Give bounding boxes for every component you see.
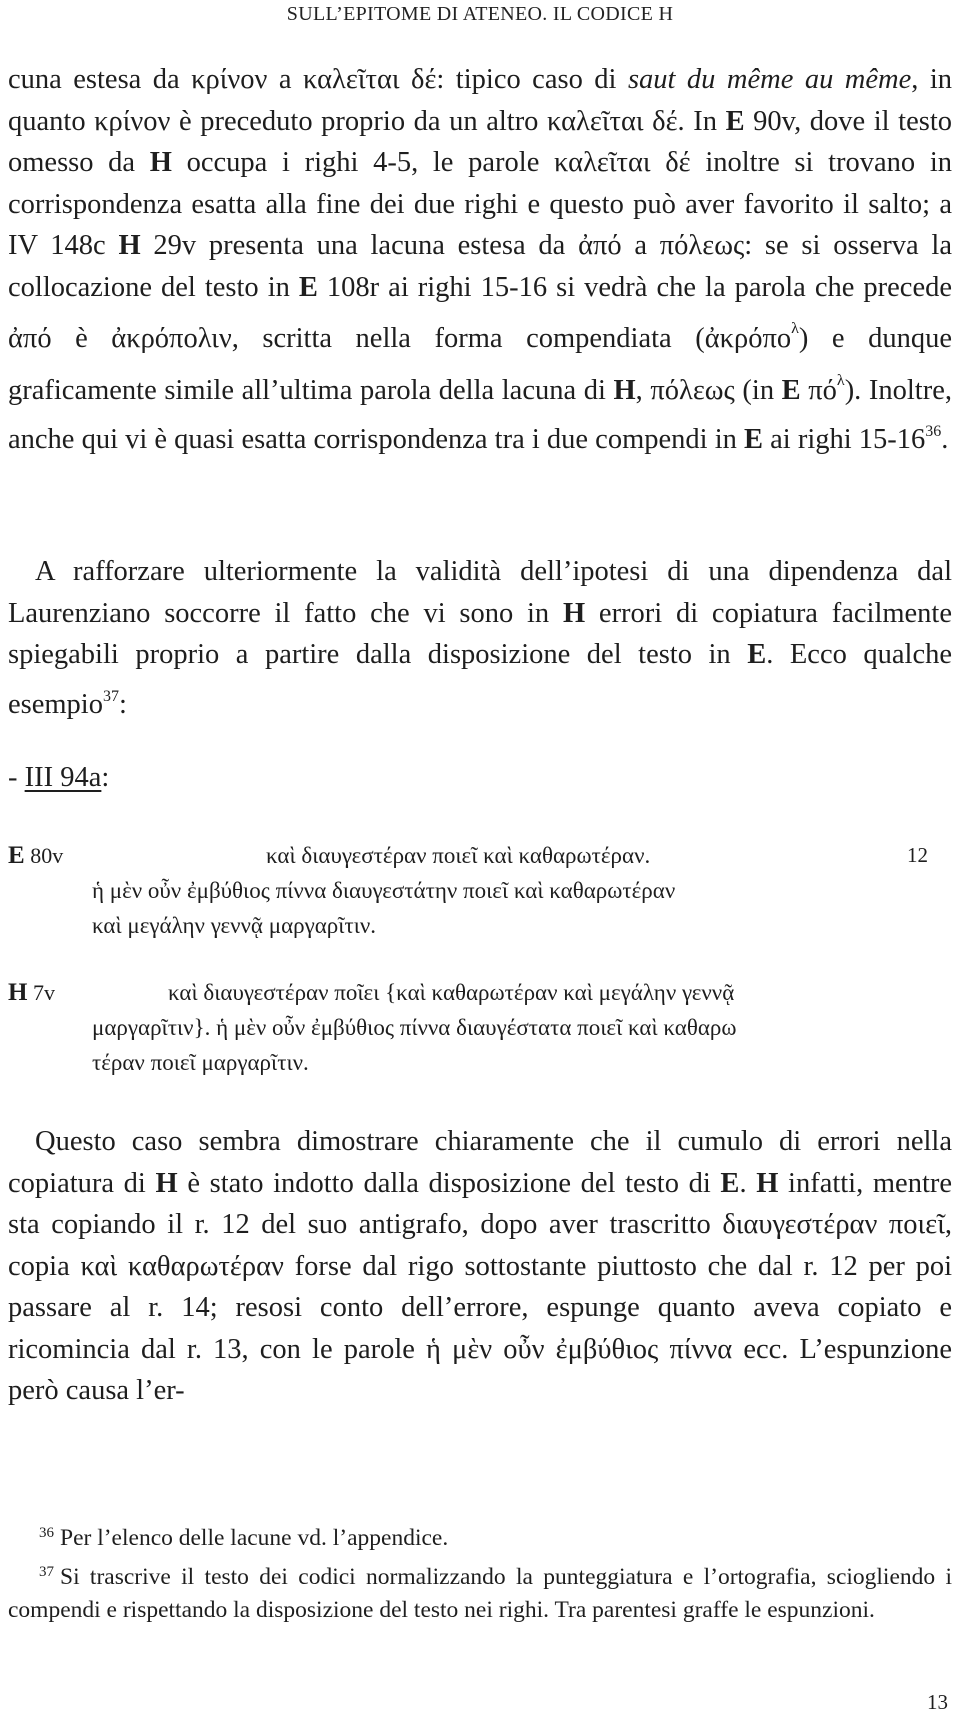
greek-line: τέραν ποιεῖ μαργαρῖτιν.	[92, 1050, 309, 1075]
codex-h-transcription	[8, 975, 952, 1080]
siglum-e: E	[781, 374, 801, 406]
codex-line	[8, 975, 952, 1010]
siglum-h: H	[613, 374, 636, 406]
siglum-e: E	[747, 639, 767, 670]
paragraph-1: cuna estesa da κρίνον a καλεῖται δέ: tipico caso di saut du même au même, in quanto κρίνον è preceduto proprio da un altro καλεῖται δέ. In E 90v, dove il testo omesso da H occupa i righi 4-5, le parole καλεῖται δέ inoltre si trovano in corrispondenza esatta alla fine dei due righi e questo può aver favorito il salto; a IV 148c H 29v presenta una lacuna estesa da ἀπό a πόλεως: se si osserva la collocazione del testo in E 108r ai righi 15-16 si vedrà che la parola che precede ἀπό è ἀκρόπολιν, scritta nella forma compendiata (ἀκρόπο$^\lambda$) e dunque graficamente simile all’ultima parola della lacuna di H, πόλεως (in E $\pi ό^\lambda$). Inoltre, anche qui vi è quasi esatta corrispondenza tra i due compendi in E ai righi $15-16^{36}$.	[8, 64, 953, 455]
footnote-ref-37[interactable]: 37	[102, 687, 119, 705]
siglum-e: E	[720, 1167, 740, 1199]
siglum-h: H	[155, 1167, 178, 1199]
greek-line: καὶ μεγάλην γεννᾷ μαργαρῖτιν.	[92, 913, 377, 938]
codex-line	[8, 1010, 952, 1045]
greek-line: ἡ μὲν οὖν ἐμβύθιος πίννα διαυγεστάτην ποιεῖ καὶ καθαρωτέραν	[92, 878, 676, 903]
running-head: SULL’EPITOME DI ATENEO. IL CODICE H	[286, 3, 674, 25]
footnote-37: $^{37}$ Si trascrive il testo dei codici normalizzando la punteggiatura e l’ortografia, sciogliendo i compendi e rispettando la disposizione del testo nei righi. Tra parentesi graffe le espunzioni.	[8, 1563, 952, 1623]
greek-line: καὶ διαυγεστέραν ποῖει {καὶ καθαρωτέραν καὶ μεγάλην γεννᾷ	[168, 980, 735, 1005]
footnote-number: 37	[39, 1563, 54, 1580]
paragraph-2: A rafforzare ulteriormente la validità dell’ipotesi di una dipendenza dal Laurenziano soccorre il fatto che vi sono in H errori di copiatura facilmente spiegabili proprio a partire dalla disposizione del testo in E. Ecco qualche esempio$^{37}$:	[8, 556, 953, 720]
codex-line	[8, 873, 952, 908]
siglum-h: H	[149, 147, 172, 178]
passage-reference: III 94a	[24, 762, 102, 793]
codex-e-transcription	[8, 838, 952, 943]
codex-line	[8, 908, 952, 943]
page-number: 13	[927, 1690, 948, 1714]
siglum-h: H	[756, 1167, 779, 1199]
example-label: - III 94a:	[8, 762, 110, 793]
codex-line	[8, 838, 952, 873]
codex-siglum: E 80v	[8, 842, 64, 869]
footnote-number: 36	[39, 1525, 54, 1541]
greek-line: καὶ διαυγεστέραν ποιεῖ καὶ καθαρωτέραν.	[266, 843, 651, 868]
siglum-e: E	[744, 424, 764, 455]
abbreviation-superscript: λ	[791, 320, 799, 337]
line-number: 12	[907, 843, 928, 867]
abbreviation-superscript: λ	[836, 371, 845, 389]
footnote-36: $^{36}$ Per l’elenco delle lacune vd. l’appendice.	[39, 1525, 449, 1551]
siglum-h: H	[118, 230, 141, 261]
greek-line: μαργαρῖτιν}. ἡ μὲν οὖν ἐμβύθιος πίννα διαυγέστατα ποιεῖ καὶ καθαρω	[92, 1015, 737, 1040]
codex-siglum: H 7v	[8, 979, 55, 1006]
footnotes	[8, 1517, 952, 1628]
footnote-ref-36[interactable]: 36	[925, 423, 942, 440]
codex-line	[8, 1045, 952, 1080]
siglum-h: H	[562, 597, 586, 629]
siglum-e: E	[725, 105, 745, 137]
paragraph-3: Questo caso sembra dimostrare chiaramente che il cumulo di errori nella copiatura di H è stato indotto dalla disposizione del testo di E. H infatti, mentre sta copiando il r. 12 del suo antigrafo, dopo aver trascritto διαυγεστέραν ποιεῖ, copia καὶ καθαρωτέραν forse dal rigo sottostante piuttosto che dal r. 12 per poi passare al r. 14; resosi conto dell’errore, espunge quanto aveva copiato e ricomincia dal r. 13, con le parole ἡ μὲν οὖν ἐμβύθιος πίννα ecc. L’espunzione però causa l’er-	[8, 1126, 953, 1406]
siglum-e: E	[298, 271, 318, 303]
